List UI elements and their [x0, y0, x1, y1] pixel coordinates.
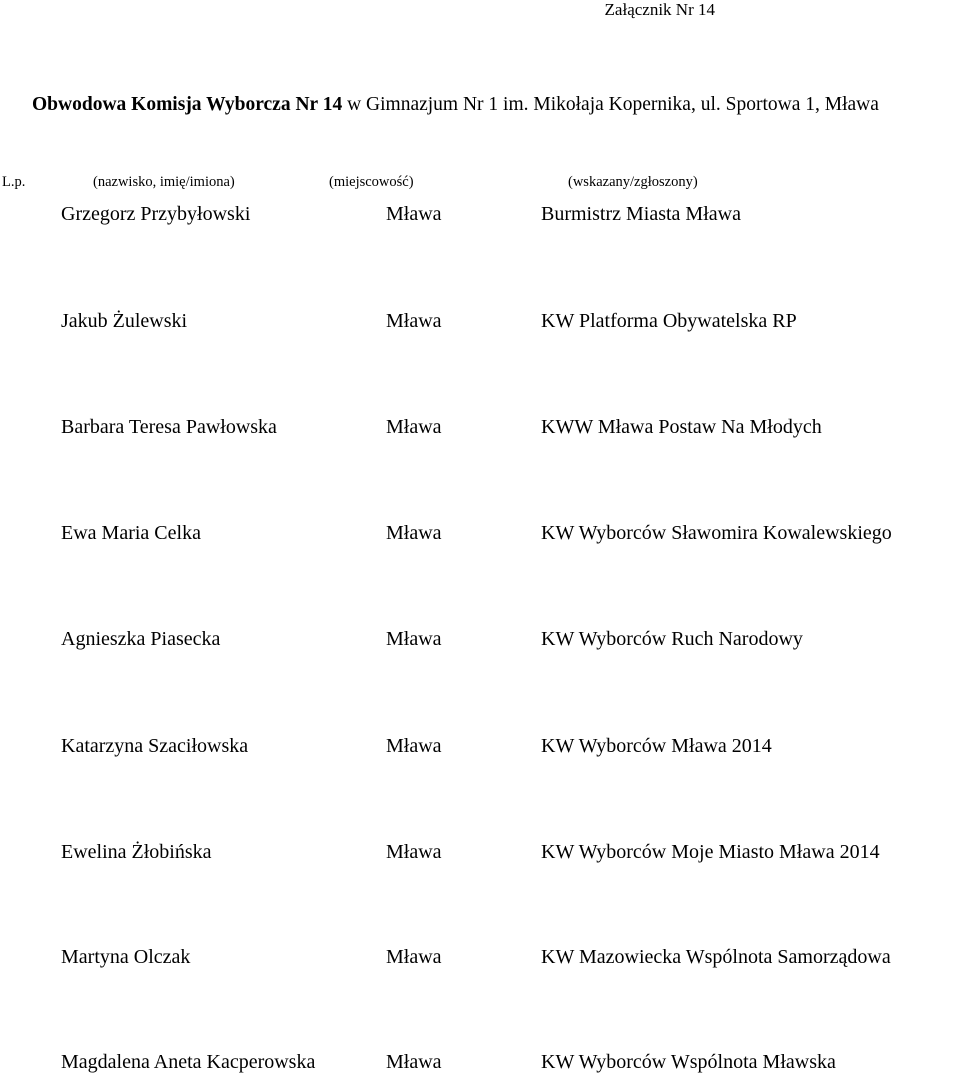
member-type: KW Wyborców Moje Miasto Mława 2014 [541, 841, 880, 863]
member-name: Ewelina Żłobińska [61, 841, 212, 863]
member-name: Martyna Olczak [61, 946, 191, 968]
member-place: Mława [386, 416, 442, 438]
member-type: KW Platforma Obywatelska RP [541, 310, 797, 332]
header-place: (miejscowość) [329, 174, 414, 190]
member-place: Mława [386, 841, 442, 863]
member-name: Barbara Teresa Pawłowska [61, 416, 277, 438]
member-name: Magdalena Aneta Kacperowska [61, 1051, 316, 1073]
member-type: KW Wyborców Wspólnota Mławska [541, 1051, 836, 1073]
member-place: Mława [386, 628, 442, 650]
member-name: Jakub Żulewski [61, 310, 188, 332]
member-row [0, 838, 960, 866]
member-row [0, 519, 960, 547]
member-row [0, 413, 960, 441]
member-name: Agnieszka Piasecka [61, 628, 221, 650]
member-row [0, 1048, 960, 1076]
member-place: Mława [386, 522, 442, 544]
member-type: KWW Mława Postaw Na Młodych [541, 416, 822, 438]
member-row [0, 625, 960, 653]
member-type: KW Wyborców Sławomira Kowalewskiego [541, 522, 892, 544]
member-row [0, 200, 960, 228]
commission-location: w Gimnazjum Nr 1 im. Mikołaja Kopernika, ul. Sportowa 1, Mława [342, 94, 879, 115]
member-type: KW Wyborców Mława 2014 [541, 735, 772, 757]
member-place: Mława [386, 1051, 442, 1073]
member-name: Ewa Maria Celka [61, 522, 201, 544]
header-type: (wskazany/zgłoszony) [568, 174, 698, 190]
header-lp: L.p. [2, 174, 26, 190]
annex-label: Załącznik Nr 14 [604, 0, 715, 19]
member-type: KW Wyborców Ruch Narodowy [541, 628, 803, 650]
member-place: Mława [386, 735, 442, 757]
header-name: (nazwisko, imię/imiona) [93, 174, 235, 190]
member-name: Katarzyna Szaciłowska [61, 735, 249, 757]
member-place: Mława [386, 946, 442, 968]
member-place: Mława [386, 203, 442, 225]
member-row [0, 732, 960, 760]
member-type: KW Mazowiecka Wspólnota Samorządowa [541, 946, 891, 968]
member-type: Burmistrz Miasta Mława [541, 203, 741, 225]
commission-name: Obwodowa Komisja Wyborcza Nr 14 [32, 94, 343, 115]
member-name: Grzegorz Przybyłowski [61, 203, 251, 225]
member-place: Mława [386, 310, 442, 332]
member-row [0, 943, 960, 971]
member-row [0, 307, 960, 335]
